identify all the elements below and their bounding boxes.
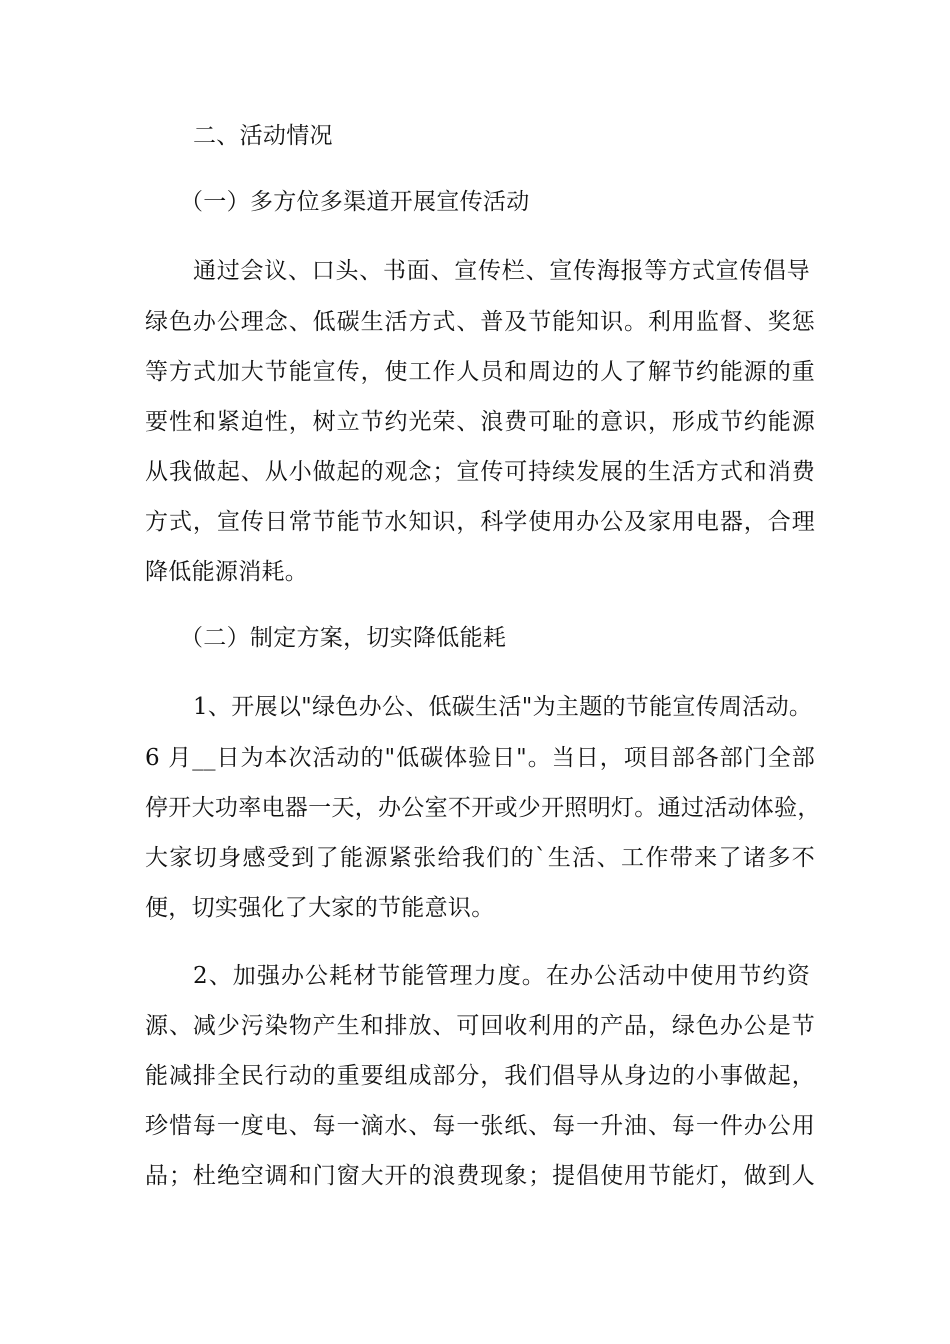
section1-line-4: 要性和紧迫性，树立节约光荣、浪费可耻的意识，形成节约能源 [145, 409, 815, 435]
item2-line-2: 源、减少污染物产生和排放、可回收利用的产品，绿色办公是节 [145, 1013, 815, 1039]
item1-line-3: 停开大功率电器一天，办公室不开或少开照明灯。通过活动体验， [145, 795, 821, 821]
section2-title: （二）制定方案，切实降低能耗 [180, 625, 507, 651]
item1-line-5: 便，切实强化了大家的节能意识。 [145, 895, 495, 921]
item1-line-2: 6 月__日为本次活动的"低碳体验日"。当日，项目部各部门全部 [145, 745, 815, 771]
heading-activity-status: 二、活动情况 [193, 123, 333, 149]
section1-line-5: 从我做起、从小做起的观念；宣传可持续发展的生活方式和消费 [145, 459, 815, 485]
item2-line-1: 2、加强办公耗材节能管理力度。在办公活动中使用节约资 [193, 963, 810, 989]
item1-line-4: 大家切身感受到了能源紧张给我们的`生活、工作带来了诸多不 [145, 845, 815, 871]
item1-line-1: 1、开展以"绿色办公、低碳生活"为主题的节能宣传周活动。 [193, 694, 813, 720]
section1-line-7: 降低能源消耗。 [145, 559, 309, 585]
section1-line-3: 等方式加大节能宣传，使工作人员和周边的人了解节约能源的重 [145, 359, 815, 385]
section1-title: （一）多方位多渠道开展宣传活动 [180, 189, 530, 215]
item2-line-5: 品；杜绝空调和门窗大开的浪费现象；提倡使用节能灯，做到人 [145, 1163, 815, 1189]
section1-line-1: 通过会议、口头、书面、宣传栏、宣传海报等方式宣传倡导 [193, 258, 810, 284]
section1-line-6: 方式，宣传日常节能节水知识，科学使用办公及家用电器，合理 [145, 509, 815, 535]
item2-line-4: 珍惜每一度电、每一滴水、每一张纸、每一升油、每一件办公用 [145, 1113, 815, 1139]
section1-line-2: 绿色办公理念、低碳生活方式、普及节能知识。利用监督、奖惩 [145, 309, 815, 335]
item2-line-3: 能减排全民行动的重要组成部分，我们倡导从身边的小事做起， [145, 1063, 815, 1089]
